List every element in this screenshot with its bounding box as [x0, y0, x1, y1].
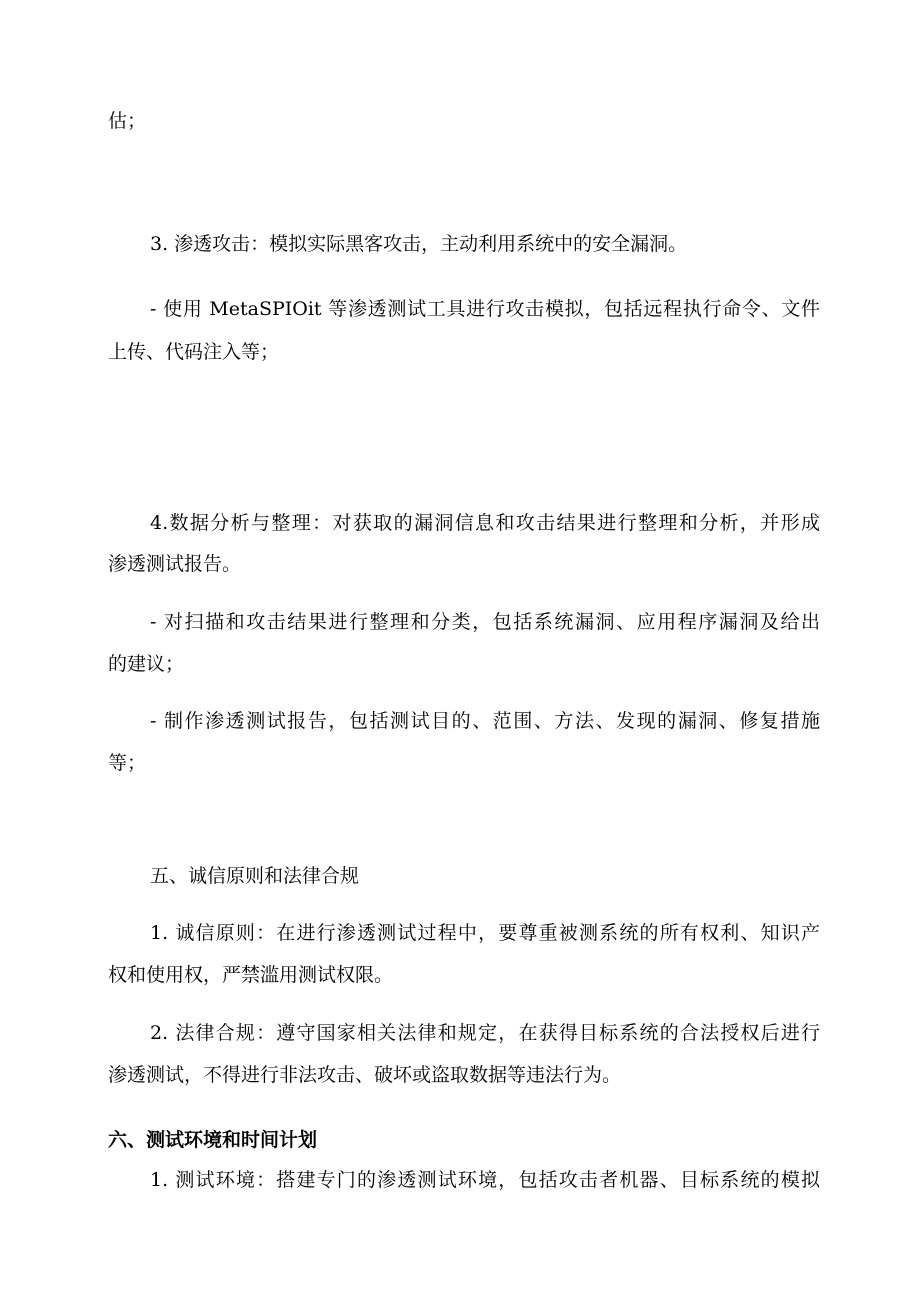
text-line: - 制作渗透测试报告，包括测试目的、范围、方法、发现的漏洞、修复措施	[150, 710, 820, 732]
step-heading: 3. 渗透攻击：模拟实际黑客攻击，主动利用系统中的安全漏洞。	[150, 233, 688, 255]
text-line: 等；	[108, 752, 147, 774]
text-line: 渗透测试，不得进行非法攻击、破坏或盗取数据等违法行为。	[108, 1064, 622, 1086]
step-heading: 4.数据分析与整理：对获取的漏洞信息和攻击结果进行整理和分析，并形成	[150, 512, 820, 534]
text-line: 1. 诚信原则：在进行渗透测试过程中，要尊重被测系统的所有权利、知识产	[150, 922, 820, 944]
section-heading: 六、测试环境和时间计划	[108, 1129, 318, 1151]
text-line: 渗透测试报告。	[108, 553, 242, 575]
text-line: - 对扫描和攻击结果进行整理和分类，包括系统漏洞、应用程序漏洞及给出	[150, 611, 820, 633]
text-line: 2. 法律合规：遵守国家相关法律和规定，在获得目标系统的合法授权后进行	[150, 1022, 820, 1044]
text-line: 上传、代码注入等；	[108, 341, 280, 363]
text-line: 1. 测试环境：搭建专门的渗透测试环境，包括攻击者机器、目标系统的模拟	[150, 1169, 820, 1191]
text-line: 的建议；	[108, 653, 185, 675]
text-line: 估；	[108, 110, 147, 132]
text-line: 权和使用权，严禁滥用测试权限。	[108, 964, 394, 986]
section-heading: 五、诚信原则和法律合规	[150, 865, 360, 887]
text-line: - 使用 MetaSPIOit 等渗透测试工具进行攻击模拟，包括远程执行命令、文件	[150, 298, 820, 320]
